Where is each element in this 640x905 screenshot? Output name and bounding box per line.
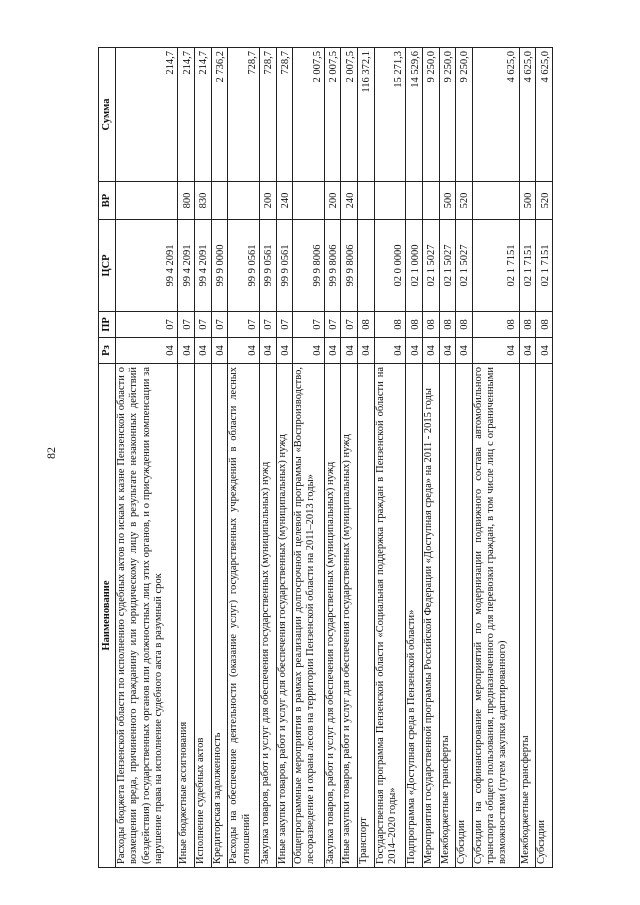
cell-name: Мероприятия государственной программы Российской Федерации «Доступная среда» на 2011 - 2015 годы: [422, 364, 439, 868]
cell-pr: 07: [116, 312, 178, 338]
table-row: [259, 48, 276, 868]
table-row: [211, 48, 228, 868]
cell-pr: 07: [293, 312, 325, 338]
table-body: [116, 48, 553, 868]
table-row: [536, 48, 553, 868]
cell-pr: 08: [439, 312, 456, 338]
cell-pr: 07: [228, 312, 260, 338]
cell-sum: 14 529,6: [406, 48, 423, 182]
cell-csr: 99 9 0561: [228, 220, 260, 312]
cell-pr: 08: [519, 312, 536, 338]
cell-sum: 2 736,2: [211, 48, 228, 182]
cell-pr: 07: [178, 312, 195, 338]
cell-vr: [116, 182, 178, 220]
header-name: Наименование: [99, 364, 116, 868]
cell-vr: 240: [276, 182, 293, 220]
table-row: [358, 48, 375, 868]
cell-sum: 214,7: [116, 48, 178, 182]
cell-sum: 2 007,5: [341, 48, 358, 182]
cell-vr: 500: [519, 182, 536, 220]
cell-rz: 04: [406, 338, 423, 364]
cell-csr: 99 4 2091: [195, 220, 212, 312]
cell-csr: 99 9 0561: [276, 220, 293, 312]
cell-sum: 9 250,0: [439, 48, 456, 182]
table-row: [519, 48, 536, 868]
cell-csr: 02 1 5027: [439, 220, 456, 312]
cell-csr: 99 4 2091: [178, 220, 195, 312]
cell-sum: 9 250,0: [422, 48, 439, 182]
cell-rz: 04: [422, 338, 439, 364]
cell-name: Транспорт: [358, 364, 375, 868]
cell-name: Межбюджетные трансферты: [519, 364, 536, 868]
cell-sum: 214,7: [178, 48, 195, 182]
cell-rz: 04: [259, 338, 276, 364]
table-row: [456, 48, 473, 868]
cell-rz: 04: [178, 338, 195, 364]
cell-rz: 04: [211, 338, 228, 364]
cell-name: Расходы бюджета Пензенской области по исполнению судебных актов по искам к казне Пензенской области о возмещении вреда, причиненного гражданину или юридическому лицу в результате незаконных действий (бездействия) государственных органов или должностных лиц этих органов, и о присуждении компенсации за нарушение права на исполнение судебного акта в разумный срок: [116, 364, 178, 868]
table-row: [293, 48, 325, 868]
cell-pr: 07: [195, 312, 212, 338]
cell-sum: 2 007,5: [293, 48, 325, 182]
table-row: [406, 48, 423, 868]
cell-pr: 07: [341, 312, 358, 338]
cell-name: Расходы на обеспечение деятельности (оказание услуг) государственных учреждений в области лесных отношений: [228, 364, 260, 868]
cell-sum: 728,7: [276, 48, 293, 182]
table-row: [422, 48, 439, 868]
cell-name: Иные бюджетные ассигнования: [178, 364, 195, 868]
table-row: [439, 48, 456, 868]
table-row: [341, 48, 358, 868]
cell-rz: 04: [536, 338, 553, 364]
header-vr: ВР: [99, 182, 116, 220]
table-row: [374, 48, 406, 868]
cell-pr: 07: [259, 312, 276, 338]
cell-vr: [358, 182, 375, 220]
cell-rz: 04: [195, 338, 212, 364]
cell-vr: 800: [178, 182, 195, 220]
cell-sum: 9 250,0: [456, 48, 473, 182]
table-row: [276, 48, 293, 868]
cell-name: Закупка товаров, работ и услуг для обеспечения государственных (муниципальных) нужд: [324, 364, 341, 868]
cell-rz: 04: [472, 338, 519, 364]
cell-rz: 04: [341, 338, 358, 364]
cell-rz: 04: [228, 338, 260, 364]
cell-vr: [406, 182, 423, 220]
cell-csr: 02 1 7151: [519, 220, 536, 312]
cell-csr: [358, 220, 375, 312]
cell-name: Кредиторская задолженность: [211, 364, 228, 868]
table-row: [324, 48, 341, 868]
table-row: [228, 48, 260, 868]
budget-table: [98, 47, 553, 868]
cell-csr: 99 9 0000: [211, 220, 228, 312]
cell-vr: 500: [439, 182, 456, 220]
cell-vr: 200: [324, 182, 341, 220]
cell-vr: [422, 182, 439, 220]
cell-name: Иные закупки товаров, работ и услуг для обеспечения государственных (муниципальных) нужд: [276, 364, 293, 868]
cell-name: Межбюджетные трансферты: [439, 364, 456, 868]
header-rz: Рз: [99, 338, 116, 364]
cell-rz: 04: [439, 338, 456, 364]
cell-csr: 02 1 0000: [406, 220, 423, 312]
cell-vr: [374, 182, 406, 220]
cell-sum: 4 625,0: [519, 48, 536, 182]
cell-rz: 04: [324, 338, 341, 364]
cell-rz: 04: [276, 338, 293, 364]
cell-name: Общепрограммные мероприятия в рамках реализации долгосрочной целевой программы «Воспроизводство, лесоразведение и охрана лесов на территории Пензенской области на 2011–2013 годы»: [293, 364, 325, 868]
table-header-row: [99, 48, 116, 868]
cell-name: Субсидии: [456, 364, 473, 868]
cell-name: Подпрограмма «Доступная среда в Пензенской области»: [406, 364, 423, 868]
cell-vr: 520: [456, 182, 473, 220]
cell-csr: 99 9 8006: [293, 220, 325, 312]
cell-rz: 04: [293, 338, 325, 364]
cell-vr: [293, 182, 325, 220]
cell-csr: 02 0 0000: [374, 220, 406, 312]
cell-name: Исполнение судебных актов: [195, 364, 212, 868]
cell-vr: 240: [341, 182, 358, 220]
cell-csr: 99 4 2091: [116, 220, 178, 312]
table-row: [195, 48, 212, 868]
cell-sum: 728,7: [259, 48, 276, 182]
table-row: [178, 48, 195, 868]
cell-pr: 08: [472, 312, 519, 338]
cell-rz: 04: [116, 338, 178, 364]
table-row: [472, 48, 519, 868]
cell-vr: [211, 182, 228, 220]
header-csr: ЦСР: [99, 220, 116, 312]
cell-pr: 07: [324, 312, 341, 338]
cell-csr: 02 1 5027: [456, 220, 473, 312]
cell-pr: 08: [536, 312, 553, 338]
cell-sum: 728,7: [228, 48, 260, 182]
cell-pr: 08: [358, 312, 375, 338]
cell-sum: 116 372,1: [358, 48, 375, 182]
cell-pr: 08: [406, 312, 423, 338]
cell-rz: 04: [456, 338, 473, 364]
cell-sum: 15 271,3: [374, 48, 406, 182]
cell-csr: 99 9 0561: [259, 220, 276, 312]
cell-pr: 07: [211, 312, 228, 338]
cell-pr: 07: [276, 312, 293, 338]
cell-name: Субсидии: [536, 364, 553, 868]
cell-rz: 04: [519, 338, 536, 364]
cell-pr: 08: [456, 312, 473, 338]
header-sum: Сумма: [99, 48, 116, 182]
cell-sum: 4 625,0: [472, 48, 519, 182]
cell-name: Закупка товаров, работ и услуг для обеспечения государственных (муниципальных) нужд: [259, 364, 276, 868]
cell-csr: 02 1 5027: [422, 220, 439, 312]
page-number: 82: [44, 447, 58, 459]
table-row: [116, 48, 178, 868]
header-pr: ПР: [99, 312, 116, 338]
cell-csr: 02 1 7151: [472, 220, 519, 312]
cell-pr: 08: [422, 312, 439, 338]
cell-csr: 99 9 8006: [341, 220, 358, 312]
cell-sum: 214,7: [195, 48, 212, 182]
cell-sum: 4 625,0: [536, 48, 553, 182]
cell-vr: 520: [536, 182, 553, 220]
cell-vr: 200: [259, 182, 276, 220]
cell-name: Иные закупки товаров, работ и услуг для обеспечения государственных (муниципальных) нужд: [341, 364, 358, 868]
cell-vr: [228, 182, 260, 220]
cell-csr: 99 9 8006: [324, 220, 341, 312]
cell-vr: 830: [195, 182, 212, 220]
cell-rz: 04: [374, 338, 406, 364]
rotated-page-content: [98, 48, 553, 868]
cell-name: Субсидии на софинансирование мероприятий по модернизации подвижного состава автомобильного транспорта общего пользования, предназначенного для перевозки граждан, в том числе лиц с ограниченными возможностями (путем закупки адаптированного): [472, 364, 519, 868]
cell-name: Государственная программа Пензенской области «Социальная поддержка граждан в Пензенской области на 2014–2020 годы»: [374, 364, 406, 868]
cell-pr: 08: [374, 312, 406, 338]
cell-sum: 2 007,5: [324, 48, 341, 182]
cell-vr: [472, 182, 519, 220]
cell-csr: 02 1 7151: [536, 220, 553, 312]
cell-rz: 04: [358, 338, 375, 364]
